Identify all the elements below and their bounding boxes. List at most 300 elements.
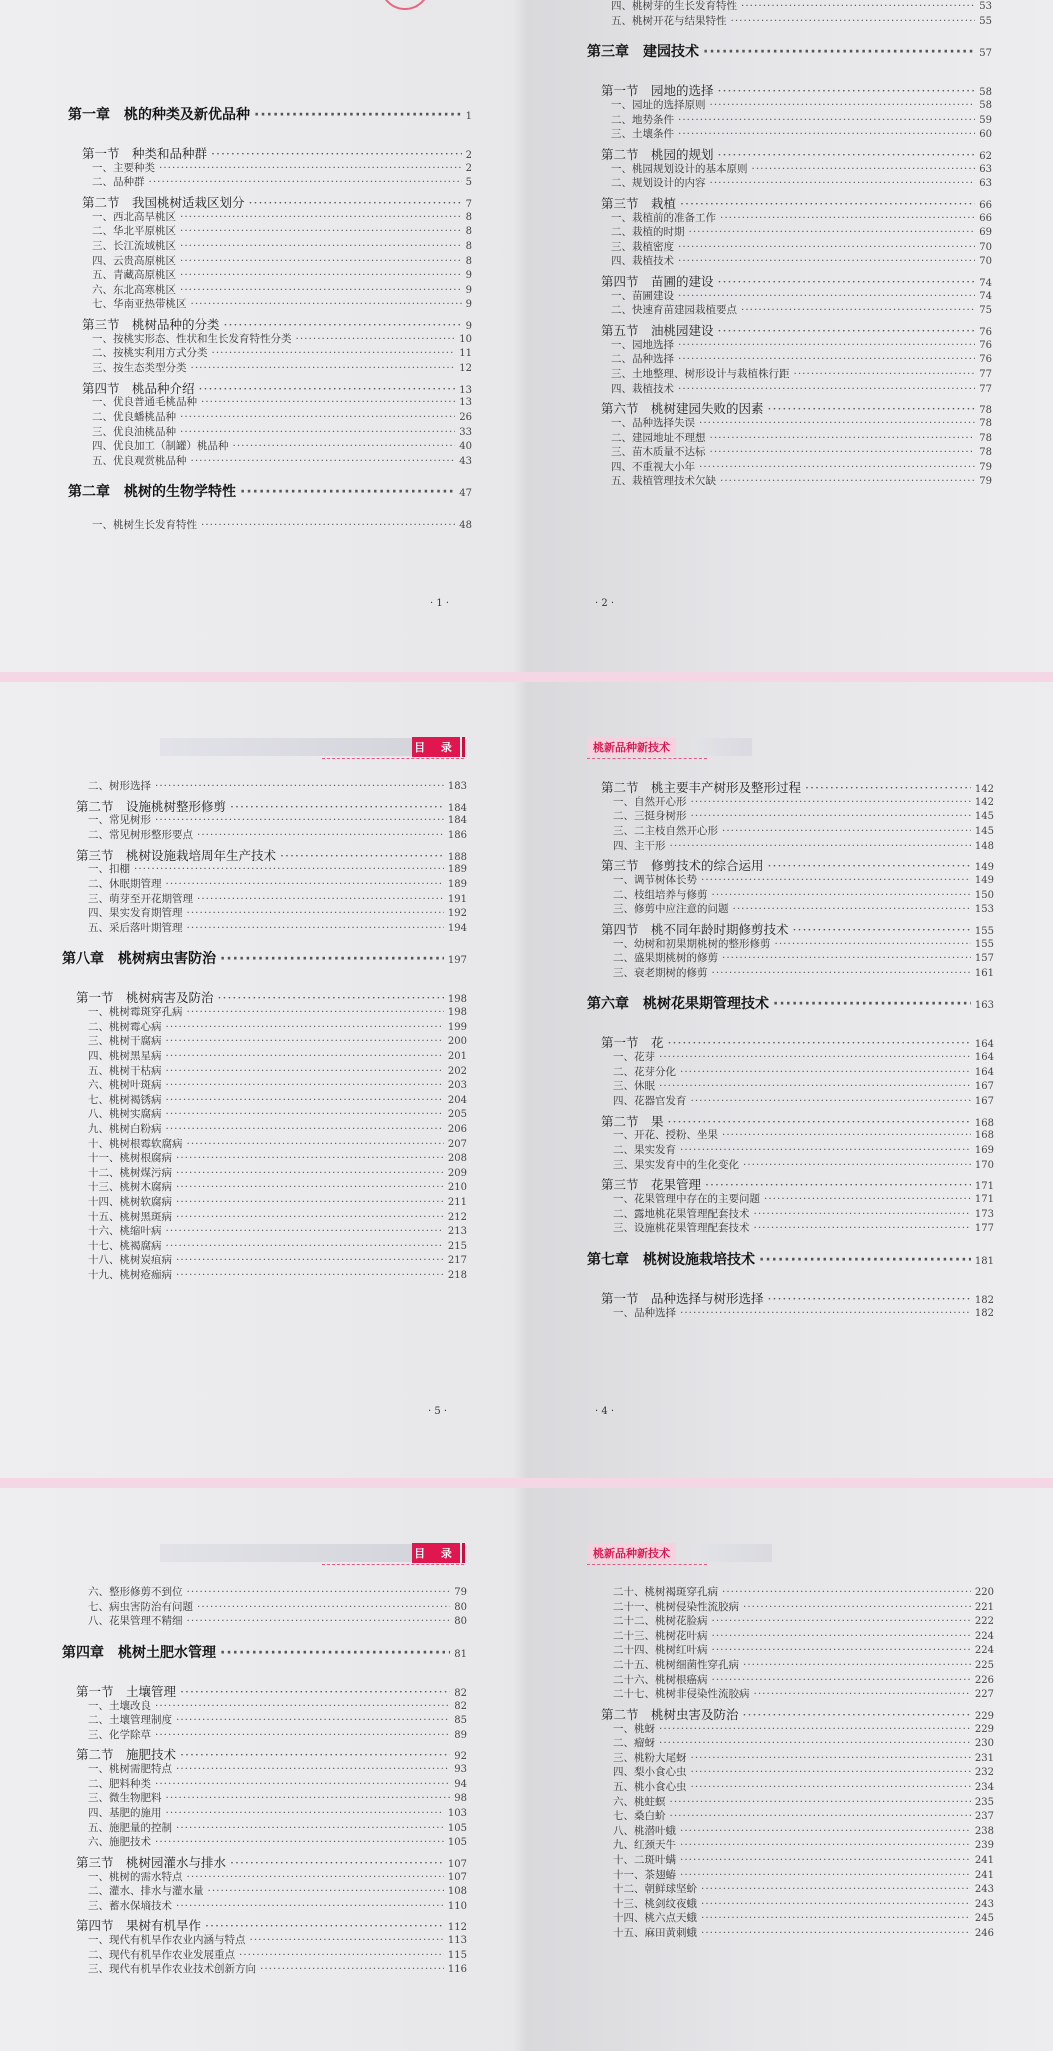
toc-page-number: 220 xyxy=(974,1587,994,1598)
leader-dots xyxy=(722,1586,971,1598)
toc-page-number: 197 xyxy=(447,955,467,967)
toc-page-number: 107 xyxy=(447,1858,467,1870)
toc-item xyxy=(611,161,992,176)
leader-dots xyxy=(805,780,971,795)
leader-dots xyxy=(680,1854,971,1866)
leader-dots xyxy=(149,176,462,188)
toc-item xyxy=(88,1267,467,1282)
toc-page-number: 70 xyxy=(979,241,992,253)
toc-entry-title: 八、花果管理不精细 xyxy=(88,1615,183,1628)
leader-dots xyxy=(180,269,462,281)
toc-item xyxy=(88,1761,467,1776)
toc-item xyxy=(92,360,472,375)
toc-page-number: 224 xyxy=(974,1630,994,1642)
leader-dots xyxy=(712,1674,971,1686)
toc-item xyxy=(613,1191,994,1206)
toc-entry-title: 十、二斑叶螨 xyxy=(613,1854,676,1866)
leader-dots xyxy=(224,317,462,332)
page-6 xyxy=(527,1488,1053,2051)
leader-dots xyxy=(134,863,444,875)
toc-entry-title: 二、瘤蚜 xyxy=(613,1737,655,1750)
toc-entry-title: 四、果实发育期管理 xyxy=(88,907,183,920)
toc-page-number: 62 xyxy=(979,150,992,162)
toc-page-number: 204 xyxy=(447,1094,467,1106)
leader-dots xyxy=(743,1159,971,1171)
toc-entry-title: 十七、桃褐腐病 xyxy=(88,1239,162,1252)
leader-dots xyxy=(759,1252,971,1268)
toc-item xyxy=(613,1721,994,1736)
toc-page-number: 211 xyxy=(447,1197,467,1208)
toc-page-number: 112 xyxy=(447,1922,467,1934)
toc-item xyxy=(613,872,994,887)
toc-page-number: 58 xyxy=(979,87,992,99)
toc-entry-title: 一、桃树生长发育特性 xyxy=(92,519,197,532)
toc-page-number: 235 xyxy=(974,1796,994,1808)
leader-dots xyxy=(176,1254,444,1266)
toc-entry-title: 四、基肥的施用 xyxy=(88,1807,162,1819)
toc-entry-title: 九、红颈天牛 xyxy=(613,1839,676,1852)
toc-item xyxy=(88,1883,467,1898)
leader-dots xyxy=(718,83,976,98)
leader-dots xyxy=(670,1796,971,1808)
toc-item xyxy=(88,1019,467,1034)
toc-page-number: 105 xyxy=(447,1837,467,1849)
toc-item xyxy=(611,459,992,474)
leader-dots xyxy=(180,1684,450,1699)
toc-entry-title: 二、肥料种类 xyxy=(88,1777,151,1790)
leader-dots xyxy=(180,225,462,237)
leader-dots xyxy=(220,951,444,967)
toc-page-number: 157 xyxy=(974,953,994,965)
leader-dots xyxy=(199,381,456,396)
toc-page-number: 207 xyxy=(447,1138,467,1150)
toc-page-number: 8 xyxy=(465,255,472,267)
toc-page-number: 217 xyxy=(447,1255,467,1267)
toc-item xyxy=(88,876,467,891)
toc-page-number: 232 xyxy=(974,1767,994,1779)
toc-entry-title: 第四节 桃不同年龄时期修剪技术 xyxy=(601,921,789,937)
toc-item xyxy=(88,1599,467,1614)
page-number: · 5 · xyxy=(428,1406,448,1417)
toc-item xyxy=(88,778,467,793)
leader-dots xyxy=(680,1144,971,1156)
leader-dots xyxy=(166,1807,444,1819)
toc-page-number: 198 xyxy=(447,994,467,1006)
toc-entry-title: 二、品种群 xyxy=(92,176,145,189)
leader-dots xyxy=(718,147,976,162)
toc-page-number: 215 xyxy=(447,1240,467,1252)
toc-page-number: 105 xyxy=(447,1822,467,1834)
toc-page-number: 237 xyxy=(974,1811,994,1823)
toc-page-number: 103 xyxy=(447,1808,467,1819)
leader-dots xyxy=(680,1869,971,1881)
toc-item xyxy=(92,238,472,253)
toc-item xyxy=(613,1794,994,1809)
toc-item xyxy=(613,901,994,916)
toc-page-number: 155 xyxy=(974,925,994,937)
leader-dots xyxy=(197,829,444,841)
leader-dots xyxy=(710,177,976,189)
leader-dots xyxy=(296,333,456,345)
toc-page-number: 85 xyxy=(454,1715,467,1727)
toc-entry-title: 第七章 桃树设施栽培技术 xyxy=(587,1251,755,1268)
toc-entry-title: 十一、桃树根腐病 xyxy=(88,1152,172,1165)
toc-item xyxy=(611,224,992,239)
leader-dots xyxy=(176,1714,450,1726)
leader-dots xyxy=(659,1051,971,1063)
leader-dots xyxy=(155,1700,450,1712)
leader-dots xyxy=(680,1825,971,1837)
leader-dots xyxy=(180,240,462,252)
toc-item xyxy=(613,1599,994,1614)
toc-entry-title: 二、果实发育 xyxy=(613,1144,676,1156)
toc-page-number: 239 xyxy=(974,1840,994,1852)
toc-chapter xyxy=(68,104,472,124)
leader-dots xyxy=(705,1177,971,1192)
leader-dots xyxy=(191,362,456,374)
leader-dots xyxy=(180,284,462,296)
toc-page-number: 9 xyxy=(465,299,472,311)
toc-page-number: 149 xyxy=(974,862,994,874)
toc-entry-title: 三、桃粉大尾蚜 xyxy=(613,1751,687,1764)
toc-entry-title: 三、二主枝自然开心形 xyxy=(613,825,718,837)
toc-entry-title: 第四节 苗圃的建设 xyxy=(601,274,714,289)
toc-page-number: 79 xyxy=(979,476,992,488)
leader-dots xyxy=(191,455,456,467)
toc-page-number: 155 xyxy=(974,938,994,950)
toc-entry-title: 十六、桃缩叶病 xyxy=(88,1225,162,1238)
toc-item xyxy=(92,409,472,424)
toc-item xyxy=(611,415,992,430)
toc-entry-title: 二、按桃实利用方式分类 xyxy=(92,347,208,360)
toc-entry-title: 一、常见树形 xyxy=(88,814,151,827)
toc-entry-title: 三、桃树干腐病 xyxy=(88,1035,162,1048)
spread-3 xyxy=(0,1488,1053,2051)
toc-page-number: 227 xyxy=(974,1689,994,1701)
toc-item xyxy=(88,861,467,876)
toc-entry-title: 六、整形修剪不到位 xyxy=(88,1586,183,1598)
leader-dots xyxy=(187,1006,444,1018)
toc-page-number: 74 xyxy=(979,290,992,302)
toc-page-number: 171 xyxy=(974,1181,994,1193)
toc-page-number: 170 xyxy=(974,1159,994,1171)
toc-entry-title: 四、云贵高原桃区 xyxy=(92,254,176,267)
toc-entry-title: 一、优良普通毛桃品种 xyxy=(92,396,197,409)
leader-dots xyxy=(239,1949,444,1961)
leader-dots xyxy=(712,1644,971,1656)
page-number: · 4 · xyxy=(595,1406,615,1417)
toc-item xyxy=(88,1048,467,1063)
toc-page-number: 79 xyxy=(979,461,992,473)
toc-page-number: 66 xyxy=(979,199,992,211)
toc-item xyxy=(611,444,992,459)
toc-entry-title: 四、花器官发育 xyxy=(613,1095,687,1107)
leader-dots xyxy=(250,1934,444,1946)
toc-entry-title: 三、长江流域桃区 xyxy=(92,240,176,252)
toc-item xyxy=(92,453,472,468)
page-2 xyxy=(527,0,1053,672)
leader-dots xyxy=(205,1918,444,1933)
toc-page-number: 225 xyxy=(974,1660,994,1671)
toc-page-number: 148 xyxy=(974,840,994,852)
toc-item xyxy=(613,1837,994,1852)
toc-item xyxy=(613,808,994,823)
leader-dots xyxy=(166,1035,444,1047)
toc-entry-title: 三、按生态类型分类 xyxy=(92,362,187,374)
leader-dots xyxy=(691,1752,971,1764)
toc-entry-title: 二十一、桃树侵染性流胶病 xyxy=(613,1600,739,1613)
toc-entry-title: 三、修剪中应注意的问题 xyxy=(613,903,729,916)
toc-entry-title: 第一节 种类和品种群 xyxy=(82,146,208,161)
toc-page-number: 218 xyxy=(447,1270,467,1281)
page-number: · 2 · xyxy=(595,598,615,609)
toc-item xyxy=(92,424,472,439)
toc-page-number: 161 xyxy=(974,967,994,979)
toc-item xyxy=(613,1078,994,1093)
leader-dots xyxy=(230,1855,444,1870)
toc-item xyxy=(613,1142,994,1157)
toc-item xyxy=(88,891,467,906)
toc-item xyxy=(613,1672,994,1687)
leader-dots xyxy=(703,44,975,60)
leader-dots xyxy=(689,226,976,238)
toc-item xyxy=(88,1033,467,1048)
toc-page-number: 163 xyxy=(974,1000,994,1012)
toc-page-number: 53 xyxy=(979,1,992,12)
toc-item xyxy=(92,394,472,409)
leader-dots xyxy=(166,1094,444,1106)
toc-page-number: 145 xyxy=(974,811,994,823)
toc-item xyxy=(613,1779,994,1794)
leader-dots xyxy=(668,1035,971,1050)
toc-entry-title: 四、梨小食心虫 xyxy=(613,1766,687,1779)
toc-entry-title: 四、不重视大小年 xyxy=(611,460,695,473)
toc-entry-title: 三、土地整理、树形设计与栽植株行距 xyxy=(611,368,790,380)
toc-page-number: 230 xyxy=(974,1738,994,1750)
toc-page-number: 224 xyxy=(974,1645,994,1657)
leader-dots xyxy=(260,1963,444,1975)
leader-dots xyxy=(699,461,975,473)
toc-entry-title: 三、果实发育中的生化变化 xyxy=(613,1158,739,1171)
toc-page-number: 1 xyxy=(465,111,472,122)
leader-dots xyxy=(768,401,976,416)
leader-dots xyxy=(712,889,971,901)
toc-entry-title: 七、病虫害防治有问题 xyxy=(88,1600,193,1613)
toc-page-number: 150 xyxy=(974,889,994,901)
toc-page-number: 116 xyxy=(447,1964,467,1976)
toc-item xyxy=(611,351,992,366)
toc-item xyxy=(92,345,472,360)
toc-page-number: 47 xyxy=(459,488,472,500)
toc-entry-title: 第一章 桃的种类及新优品种 xyxy=(68,107,250,123)
toc-entry-title: 一、品种选择失误 xyxy=(611,417,695,429)
toc-entry-title: 第三节 桃树品种的分类 xyxy=(82,317,220,332)
toc-page-number: 63 xyxy=(979,178,992,190)
toc-entry-title: 三、化学除草 xyxy=(88,1728,151,1741)
toc-page-number: 98 xyxy=(454,1793,467,1805)
toc-page-number: 89 xyxy=(454,1729,467,1741)
toc-entry-title: 第二章 桃树的生物学特性 xyxy=(68,484,236,501)
leader-dots xyxy=(187,1615,451,1627)
toc-page-number: 94 xyxy=(454,1778,467,1790)
toc-entry-title: 一、扣棚 xyxy=(88,863,130,876)
leader-dots xyxy=(733,903,971,915)
toc-page-number: 58 xyxy=(979,100,992,111)
toc-entry-title: 第四节 桃品种介绍 xyxy=(82,380,195,396)
toc-item xyxy=(92,517,472,532)
leader-dots xyxy=(754,1688,971,1700)
leader-dots xyxy=(180,411,455,423)
toc-item xyxy=(92,209,472,224)
toc-item xyxy=(88,1136,467,1151)
toc-item xyxy=(613,1808,994,1823)
toc-entry-title: 四、栽植技术 xyxy=(611,255,674,268)
leader-dots xyxy=(211,146,462,161)
toc-item xyxy=(88,1194,467,1209)
toc-page-number: 206 xyxy=(447,1124,467,1135)
toc-chapter xyxy=(62,948,467,968)
leader-dots xyxy=(722,952,971,964)
toc-item xyxy=(88,827,467,842)
toc-entry-title: 一、品种选择 xyxy=(613,1306,676,1319)
toc-entry-title: 二、品种选择 xyxy=(611,353,674,366)
toc-page-number: 110 xyxy=(447,1900,467,1912)
leader-dots xyxy=(768,858,971,873)
leader-dots xyxy=(701,1912,971,1924)
toc-entry-title: 九、桃树白粉病 xyxy=(88,1123,162,1135)
toc-page-number: 241 xyxy=(974,1855,994,1866)
toc-page-number: 11 xyxy=(459,348,472,360)
toc-entry-title: 三、土壤条件 xyxy=(611,128,674,141)
leader-dots xyxy=(155,814,444,826)
leader-dots xyxy=(680,196,975,211)
toc-page-number: 43 xyxy=(459,455,472,467)
toc-entry-title: 第二节 桃树虫害及防治 xyxy=(601,1706,739,1722)
toc-entry-title: 第四章 桃树土肥水管理 xyxy=(62,1644,216,1661)
toc-entry-title: 二十、桃树褐斑穿孔病 xyxy=(613,1586,718,1598)
leader-dots xyxy=(775,938,971,950)
toc-page-number: 78 xyxy=(979,432,992,444)
spread-2 xyxy=(0,682,1053,1478)
toc-item xyxy=(88,812,467,827)
toc-entry-title: 一、桃树的需水特点 xyxy=(88,1870,183,1883)
toc-page-number: 80 xyxy=(454,1616,467,1628)
leader-dots xyxy=(668,1114,971,1129)
toc-page-number: 107 xyxy=(447,1871,467,1883)
toc-item xyxy=(613,838,994,853)
toc-entry-title: 四、栽植技术 xyxy=(611,382,674,395)
toc-entry-title: 二、休眠期管理 xyxy=(88,878,162,890)
leader-dots xyxy=(176,1152,444,1164)
toc-item xyxy=(611,126,992,141)
leader-dots xyxy=(691,796,971,808)
leader-dots xyxy=(187,922,444,934)
toc-entry-title: 四、桃树芽的生长发育特性 xyxy=(611,0,737,12)
toc-entry-title: 一、园地选择 xyxy=(611,338,674,351)
leader-dots xyxy=(720,475,975,487)
leader-dots xyxy=(176,1181,444,1193)
toc-page-number: 245 xyxy=(974,1913,994,1925)
toc-item xyxy=(613,1657,994,1672)
toc-entry-title: 八、桃树实腐病 xyxy=(88,1108,162,1121)
toc-entry-title: 二、桃树霉心病 xyxy=(88,1020,162,1033)
leader-dots xyxy=(159,162,462,174)
toc-entry-title: 第一节 土壤管理 xyxy=(76,1683,177,1699)
toc-item xyxy=(88,1790,467,1805)
leader-dots xyxy=(180,426,455,438)
toc-page-number: 226 xyxy=(974,1674,994,1686)
leader-dots xyxy=(166,1108,444,1120)
leader-dots xyxy=(187,1871,444,1883)
toc-page-number: 182 xyxy=(974,1307,994,1319)
leader-dots xyxy=(166,1079,444,1091)
leader-dots xyxy=(678,290,975,302)
leader-dots xyxy=(180,1747,450,1762)
toc-entry-title: 五、栽植管理技术欠缺 xyxy=(611,475,716,488)
toc-entry-title: 一、花芽 xyxy=(613,1051,655,1064)
toc-entry-title: 三、萌芽至开花期管理 xyxy=(88,892,193,905)
toc-item xyxy=(92,223,472,238)
toc-item xyxy=(611,381,992,396)
toc-item xyxy=(611,288,992,303)
toc-item xyxy=(611,302,992,317)
toc-item xyxy=(88,1584,467,1599)
page-5 xyxy=(0,682,527,1478)
toc-page-number: 167 xyxy=(974,1081,994,1093)
toc-entry-title: 三、现代有机旱作农业技术创新方向 xyxy=(88,1963,256,1976)
leader-dots xyxy=(754,1208,971,1220)
toc-page-number: 55 xyxy=(979,15,992,27)
toc-page-number: 209 xyxy=(447,1167,467,1179)
toc-entry-title: 十四、桃六点天蛾 xyxy=(613,1912,697,1925)
toc-page-number: 238 xyxy=(974,1825,994,1837)
leader-dots xyxy=(752,163,976,175)
toc-page-number: 75 xyxy=(979,305,992,317)
leader-dots xyxy=(280,848,444,863)
toc-page-number: 203 xyxy=(447,1080,467,1092)
toc-chapter xyxy=(587,41,992,61)
toc-item xyxy=(88,1932,467,1947)
leader-dots xyxy=(197,1601,450,1613)
toc-entry-title: 第三节 花果管理 xyxy=(601,1177,702,1193)
toc-item xyxy=(92,174,472,189)
toc-entry-title: 五、采后落叶期管理 xyxy=(88,921,183,934)
toc-item xyxy=(88,1712,467,1727)
toc-page-number: 222 xyxy=(974,1616,994,1628)
toc-item xyxy=(613,823,994,838)
toc-chapter xyxy=(62,1642,467,1662)
toc-page-number: 5 xyxy=(465,177,472,189)
toc-item xyxy=(613,965,994,980)
toc-entry-title: 七、华南亚热带桃区 xyxy=(92,298,187,311)
leader-dots xyxy=(720,212,975,224)
toc-page-number: 243 xyxy=(974,1884,994,1896)
toc-entry-title: 十五、麻田黄刺蛾 xyxy=(613,1927,697,1939)
toc-item xyxy=(88,1150,467,1165)
toc-entry-title: 二、花芽分化 xyxy=(613,1065,676,1078)
toc-page-number: 213 xyxy=(447,1226,467,1238)
toc-entry-title: 一、幼树和初果期桃树的整形修剪 xyxy=(613,937,771,950)
leader-dots xyxy=(691,1095,971,1107)
toc-page-number: 8 xyxy=(465,241,472,252)
toc-entry-title: 三、设施桃花果管理配套技术 xyxy=(613,1222,750,1235)
toc-page-number: 57 xyxy=(979,48,992,60)
toc-page-number: 189 xyxy=(447,864,467,876)
toc-page-number: 183 xyxy=(447,781,467,792)
toc-item xyxy=(613,936,994,951)
toc-entry-title: 一、桃园规划设计的基本原则 xyxy=(611,162,748,175)
toc-item xyxy=(613,887,994,902)
